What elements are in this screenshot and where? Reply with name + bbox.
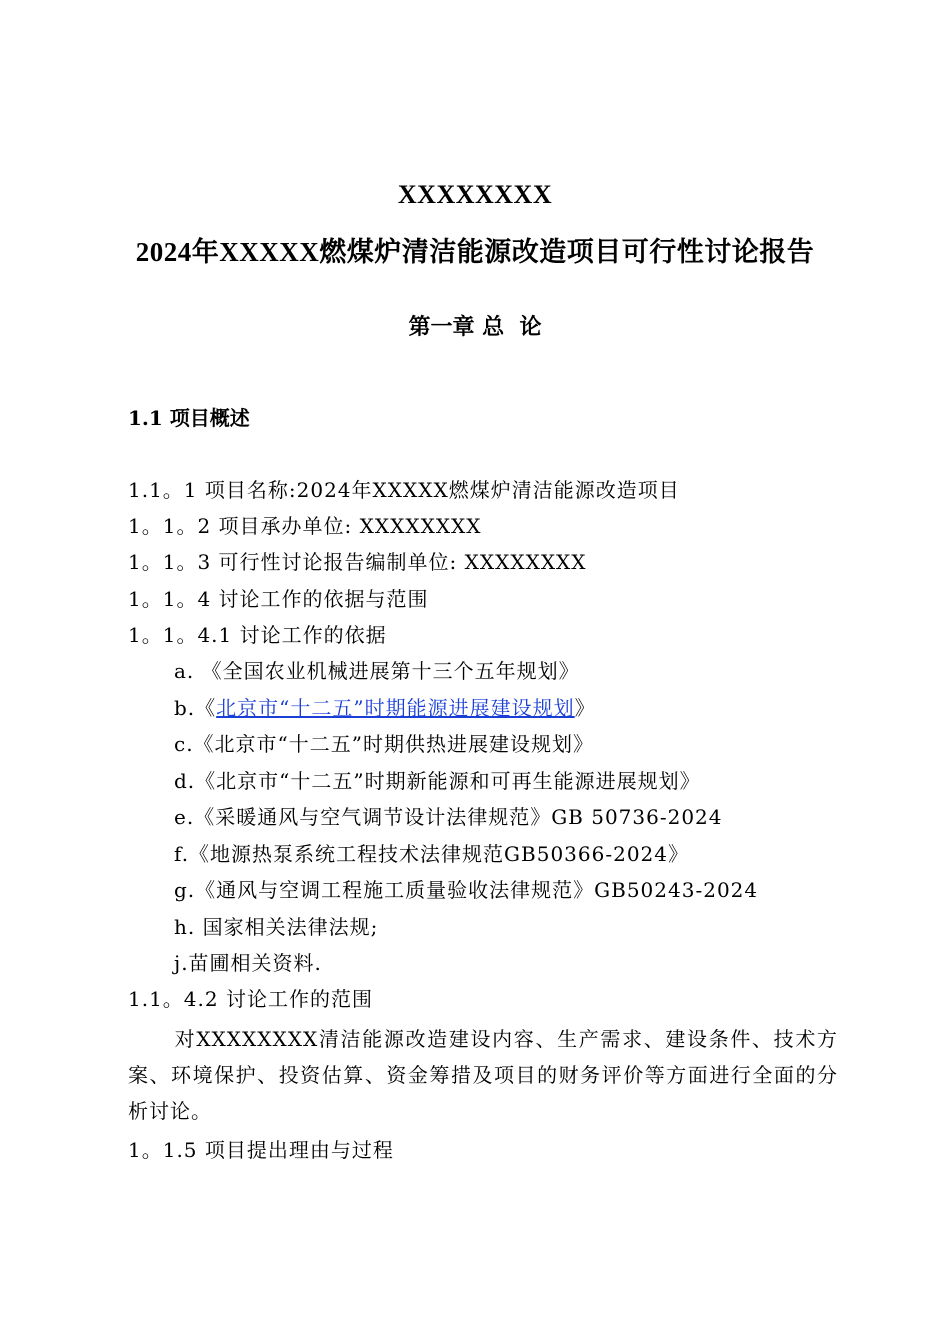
basis-item-c: c.《北京市“十二五”时期供热进展建设规划》 xyxy=(174,732,595,756)
basis-item-g: g.《通风与空调工程施工质量验收法律规范》GB50243-2024 xyxy=(174,878,759,902)
basis-item-h: h. 国家相关法律法规; xyxy=(174,915,379,939)
basis-item-f: f.《地源热泵系统工程技术法律规范GB50366-2024》 xyxy=(174,842,689,866)
basis-item-b-suffix: 》 xyxy=(574,696,596,720)
basis-item-j: j.苗圃相关资料. xyxy=(174,951,322,975)
item-basis-and-scope: 1。1。4 讨论工作的依据与范围 xyxy=(128,587,429,611)
basis-item-b-prefix: b.《 xyxy=(174,696,217,720)
item-project-reason: 1。1.5 项目提出理由与过程 xyxy=(128,1138,394,1162)
scope-heading: 1.1。4.2 讨论工作的范围 xyxy=(128,987,373,1011)
item-sponsor: 1。1。2 项目承办单位: XXXXXXXX xyxy=(128,514,482,538)
item-project-name: 1.1。1 项目名称:2024年XXXXX燃煤炉清洁能源改造项目 xyxy=(128,478,680,502)
basis-item-b xyxy=(174,694,596,722)
basis-item-e: e.《采暖通风与空气调节设计法律规范》GB 50736-2024 xyxy=(174,805,723,829)
chapter-heading: 第一章 总 论 xyxy=(408,314,542,340)
basis-item-d: d.《北京市“十二五”时期新能源和可再生能源进展规划》 xyxy=(174,769,701,793)
scope-paragraph xyxy=(128,1021,838,1129)
section-heading: 1.1 项目概述 xyxy=(128,406,250,430)
item-basis-heading: 1。1。4.1 讨论工作的依据 xyxy=(128,623,387,647)
energy-plan-link[interactable]: 北京市“十二五”时期能源进展建设规划 xyxy=(216,696,575,720)
basis-item-a: a. 《全国农业机械进展第十三个五年规划》 xyxy=(174,659,580,683)
document-title: 2024年XXXXX燃煤炉清洁能源改造项目可行性讨论报告 xyxy=(135,237,815,267)
scope-paragraph-text: 对XXXXXXXX清洁能源改造建设内容、生产需求、建设条件、技术方案、环境保护、投资估算、资金筹措及项目的财务评价等方面进行全面的分析讨论。 xyxy=(128,1027,838,1123)
item-report-author: 1。1。3 可行性讨论报告编制单位: XXXXXXXX xyxy=(128,550,587,574)
document-title-code: XXXXXXXX xyxy=(397,180,553,209)
